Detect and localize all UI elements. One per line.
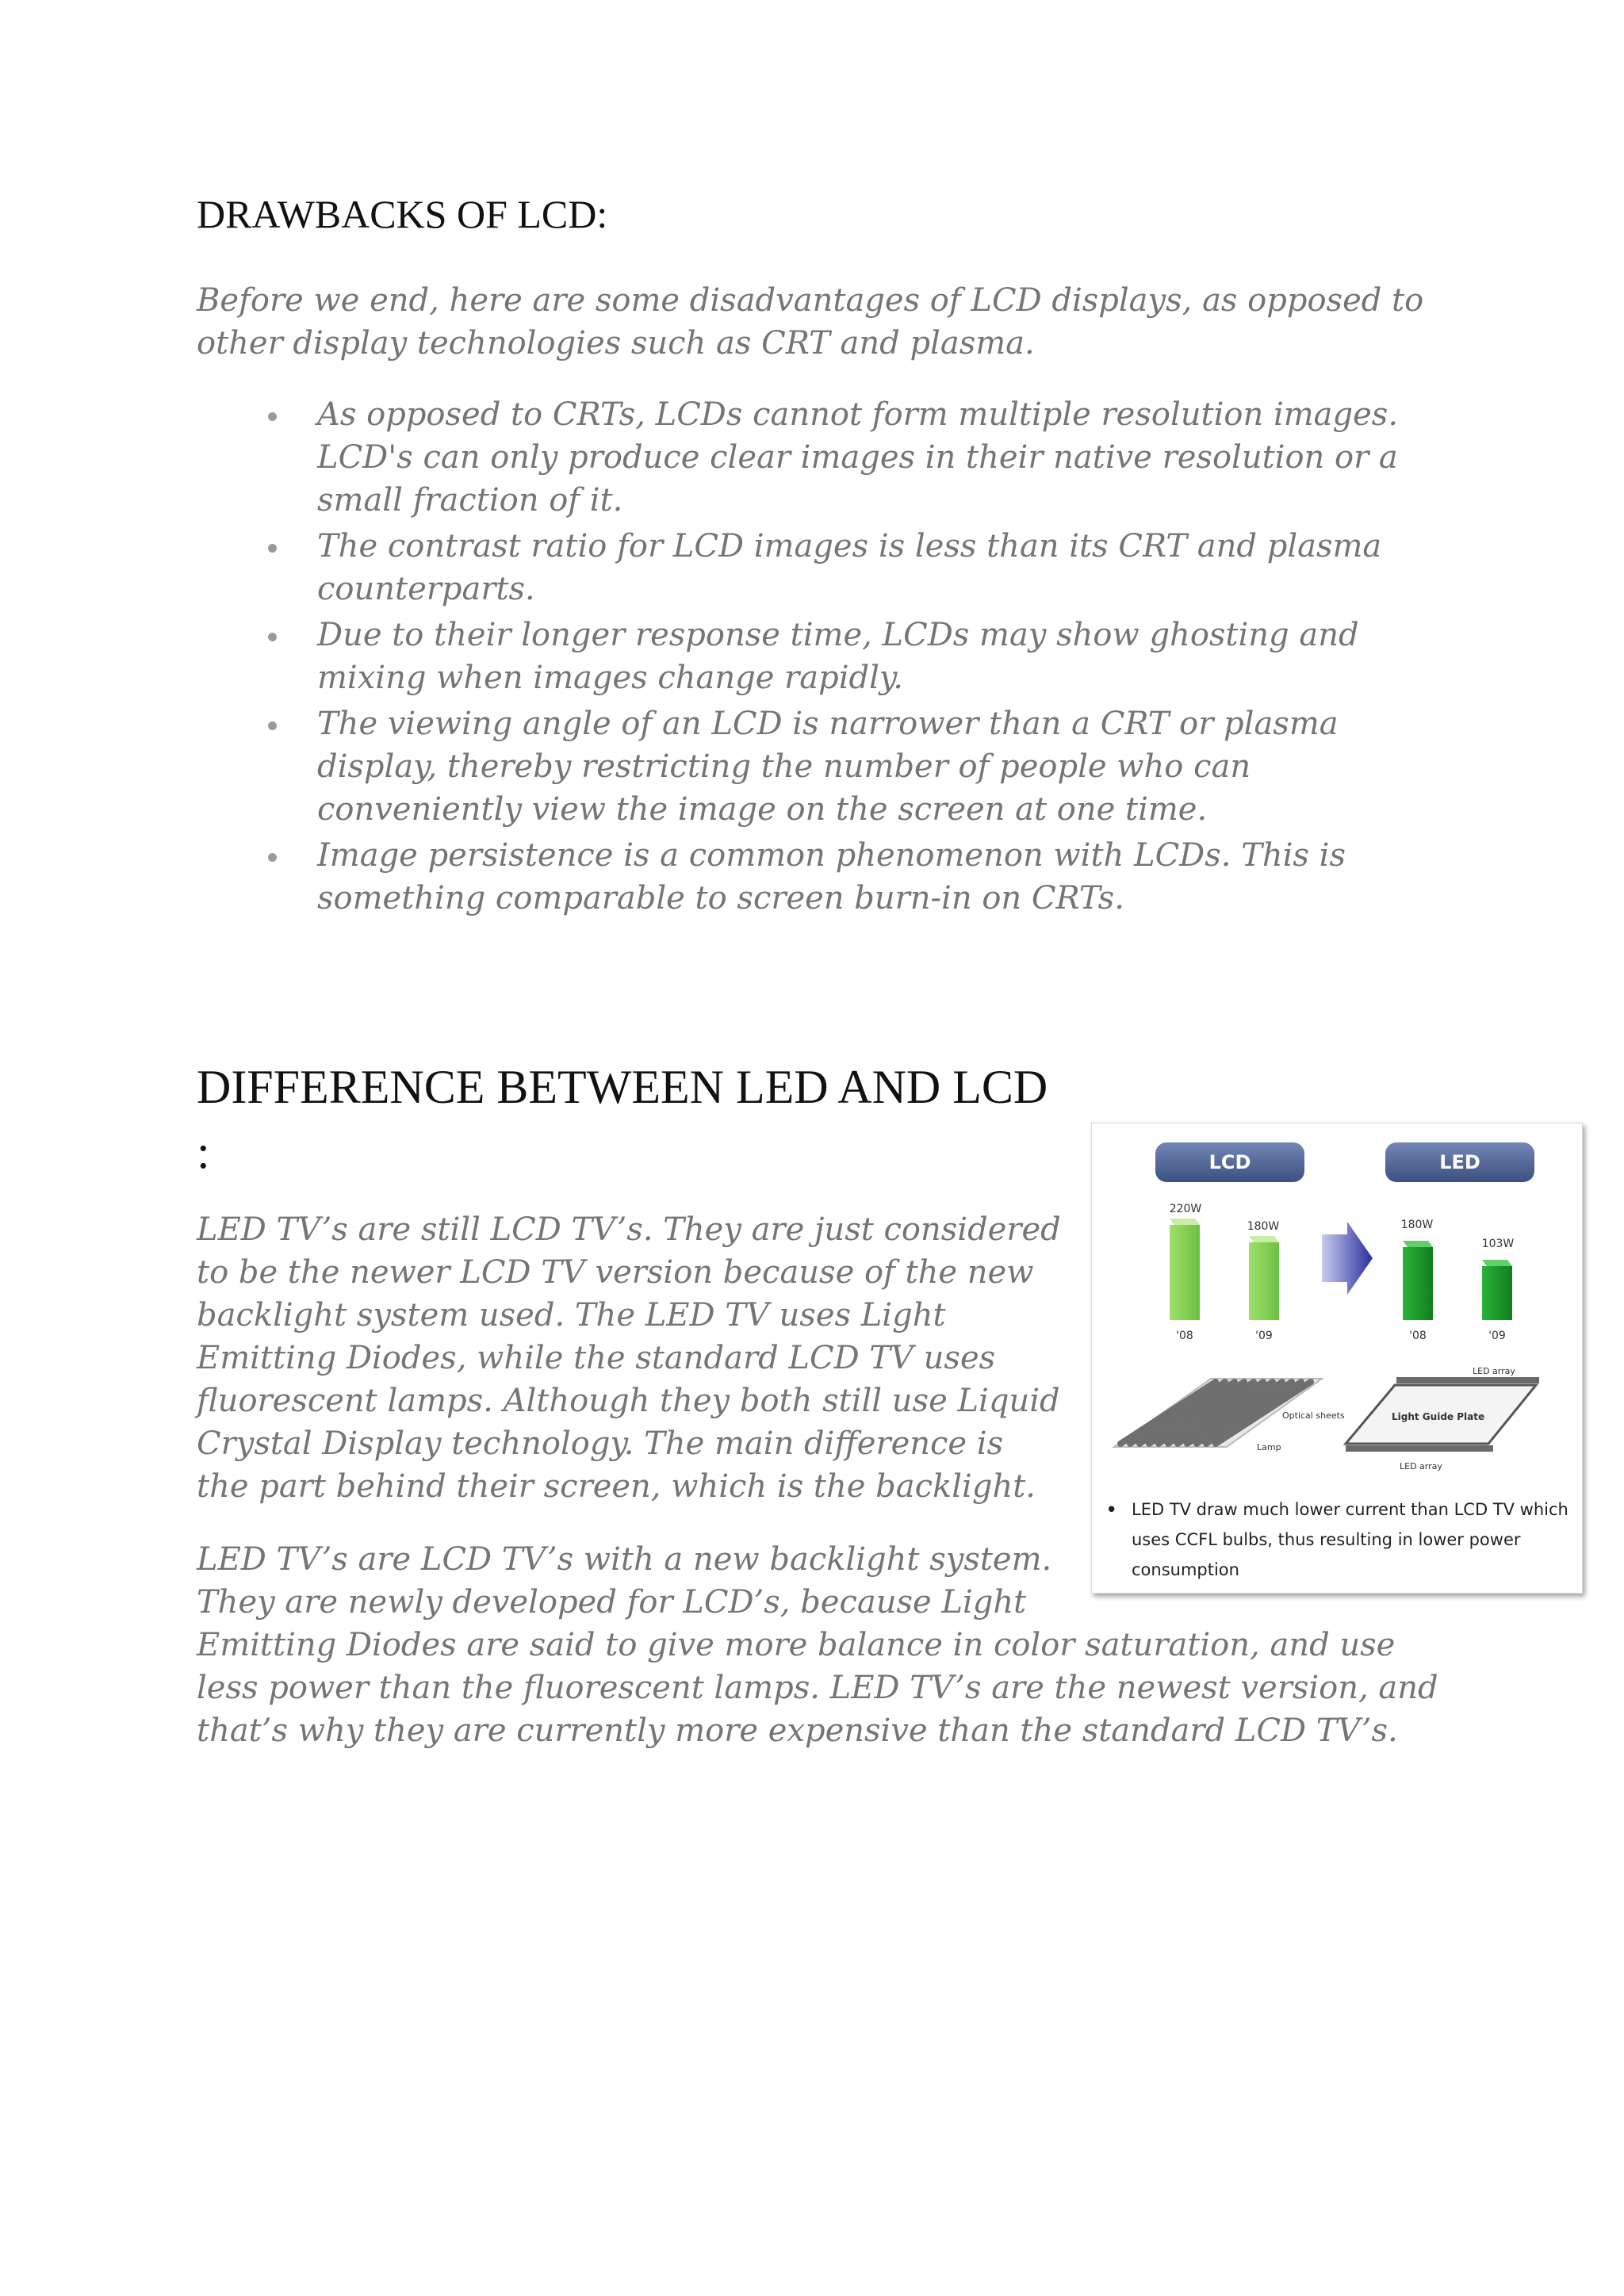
led-lcd-paragraph-1: LED TV’s are still LCD TV’s. They are just considered to be the newer LCD TV version because of the new backlight system used. The LED TV uses Light Emitting Diodes, while the standard LCD TV uses fluorescent lamps. Although they both still use Liquid Crystal Display technology. The main difference is the part behind their screen, which is the backlight. [197, 1211, 1061, 1505]
light-guide-plate-label: Light Guide Plate [1392, 1411, 1485, 1422]
list-item [197, 525, 1450, 610]
list-item [197, 614, 1450, 699]
bar-year-label: '08 [1176, 1330, 1193, 1342]
led-array-bottom-label: LED array [1400, 1461, 1442, 1471]
arrow-right-icon [1322, 1222, 1373, 1295]
list-item-text: The viewing angle of an LCD is narrower than a CRT or plasma display, thereby restricting the number of people who can conveniently view the image on the screen at one time. [317, 706, 1339, 828]
drawbacks-heading: DRAWBACKS OF LCD: [197, 192, 608, 236]
lcd-vs-led-figure [1091, 1123, 1583, 1594]
lamp-label: Lamp [1257, 1442, 1281, 1452]
bar-top [1403, 1241, 1433, 1247]
bar-top [1170, 1219, 1200, 1225]
list-item-text: Image persistence is a common phenomenon with LCDs. This is something comparable to screen burn-in on CRTs. [317, 837, 1346, 916]
figure-caption-text: LED TV draw much lower current than LCD TV which uses CCFL bulbs, thus resulting in lower power consumption [1132, 1500, 1568, 1579]
list-item [197, 393, 1450, 522]
bullet-icon [268, 544, 277, 553]
list-item [197, 834, 1450, 920]
led-header-label: LED [1439, 1151, 1480, 1173]
led-lcd-paragraph-2-text: LED TV’s are LCD TV’s with a new backlight system. They are newly developed for LCD’s, because Light Emitting Diodes are said to give more balance in color saturation, and use less power than the fluorescent lamps. LED TV’s are the newest version, and that’s why they are currently more expensive than the standard LCD TV’s. [197, 1541, 1438, 1749]
figure-caption [1106, 1494, 1574, 1585]
bullet-icon [268, 721, 277, 730]
bar-value-label: 220W [1169, 1203, 1202, 1215]
led-bar-08 [1403, 1247, 1433, 1320]
bar-value-label: 103W [1481, 1238, 1515, 1250]
list-item-text: The contrast ratio for LCD images is less than its CRT and plasma counterparts. [317, 528, 1382, 607]
drawbacks-list [197, 393, 1450, 923]
bullet-icon [268, 853, 277, 862]
optical-sheets-label: Optical sheets [1282, 1410, 1345, 1421]
led-bar-09 [1482, 1266, 1512, 1320]
bar-value-label: 180W [1247, 1220, 1280, 1233]
led-array-top-label: LED array [1473, 1366, 1515, 1376]
lcd-bar-09 [1249, 1242, 1279, 1320]
list-item-text: As opposed to CRTs, LCDs cannot form multiple resolution images. LCD's can only produce clear images in their native resolution or a small fraction of it. [317, 396, 1399, 519]
list-item-text: Due to their longer response time, LCDs may show ghosting and mixing when images change rapidly. [317, 617, 1359, 696]
bar-year-label: '08 [1409, 1330, 1427, 1342]
bullet-icon: • [1106, 1500, 1117, 1519]
bar-top [1482, 1260, 1512, 1266]
lcd-header-label: LCD [1208, 1151, 1251, 1173]
lcd-vs-led-illustration [1092, 1123, 1582, 1494]
bar-year-label: '09 [1488, 1330, 1506, 1342]
difference-heading: DIFFERENCE BETWEEN LED AND LCD : [197, 1061, 1048, 1178]
drawbacks-intro: Before we end, here are some disadvantages of LCD displays, as opposed to other display technologies such as CRT and plasma. [197, 282, 1424, 362]
bullet-icon [268, 633, 277, 641]
bullet-icon [268, 412, 277, 421]
lcd-bar-08 [1170, 1225, 1200, 1320]
bar-value-label: 180W [1400, 1219, 1434, 1231]
list-item [197, 702, 1450, 831]
bar-year-label: '09 [1255, 1330, 1273, 1342]
bar-top [1249, 1236, 1279, 1242]
